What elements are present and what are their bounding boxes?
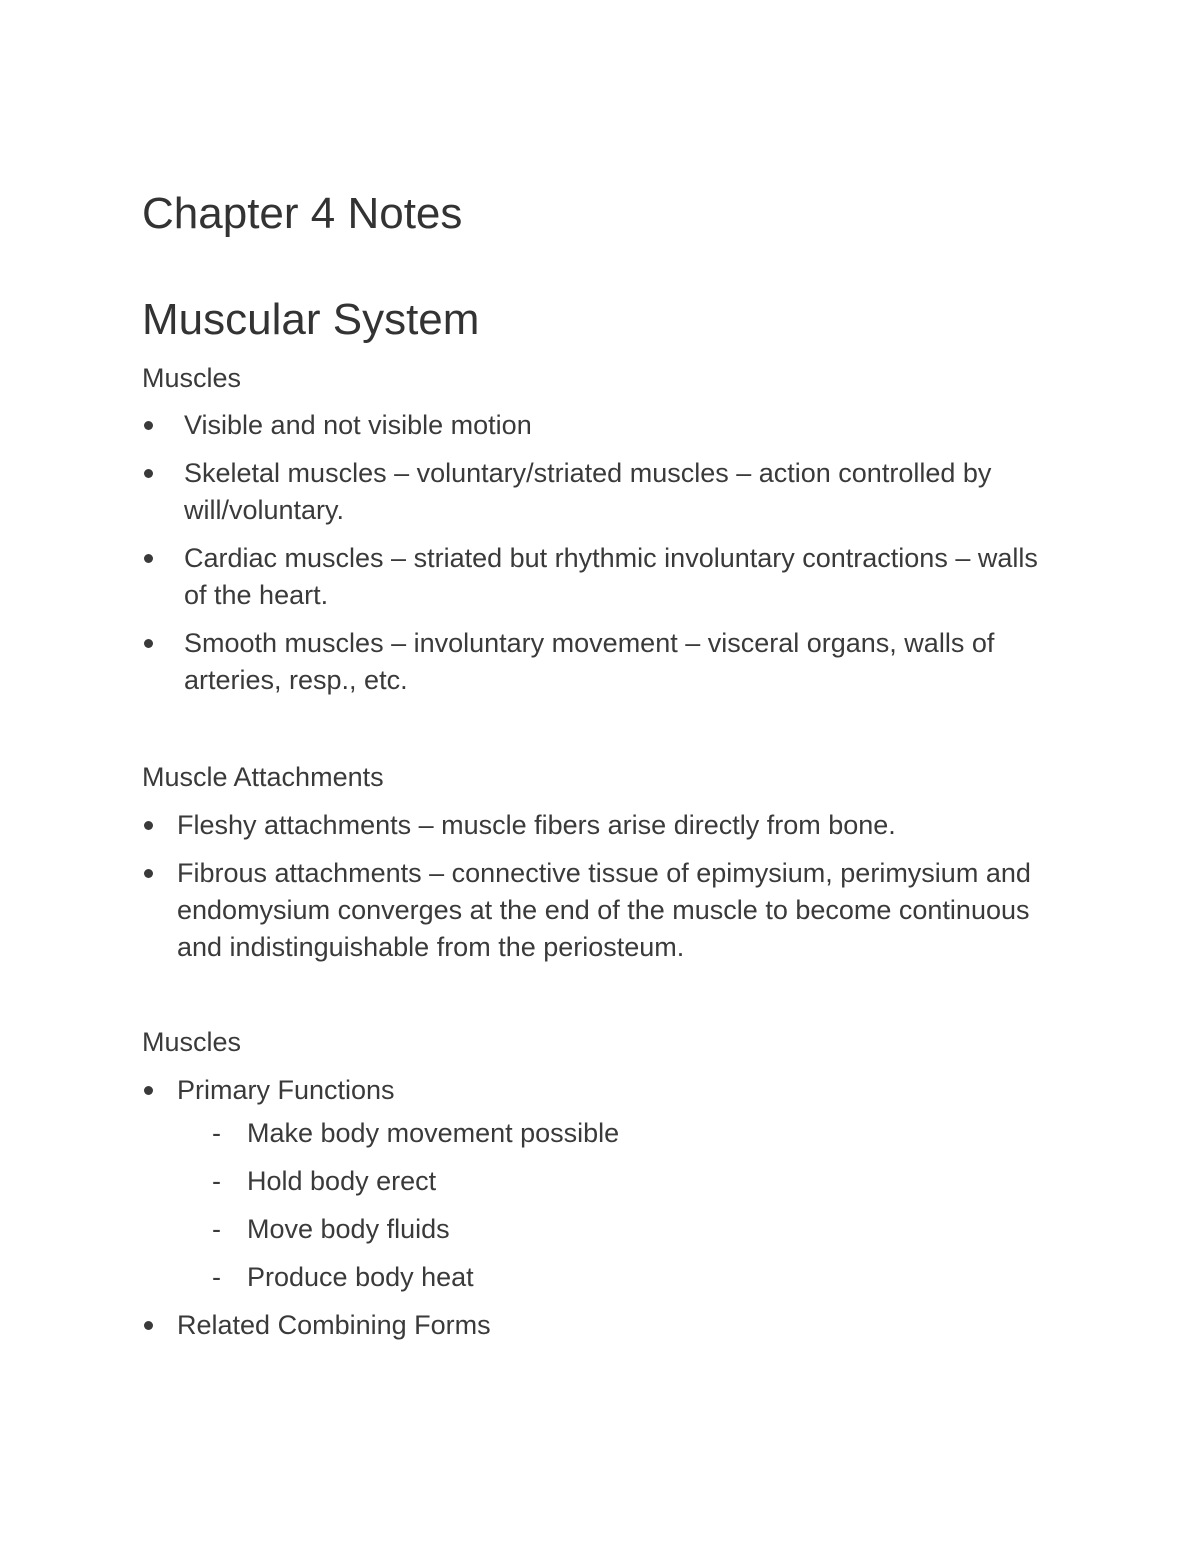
list-item xyxy=(142,625,1062,699)
sublist-item-text: Make body movement possible xyxy=(247,1118,620,1148)
bullet-icon xyxy=(144,869,153,878)
list-item-text: Visible and not visible motion xyxy=(184,410,532,440)
list-item-text: Primary Functions xyxy=(177,1075,395,1105)
list-item xyxy=(142,540,1062,614)
list-item xyxy=(142,455,1062,529)
bullet-icon xyxy=(144,1086,153,1095)
bullet-icon xyxy=(144,1321,153,1330)
list-item-text: Related Combining Forms xyxy=(177,1310,491,1340)
functions-list xyxy=(142,1072,1062,1355)
section-heading: Muscular System xyxy=(142,295,480,344)
sublist-item xyxy=(177,1259,1062,1296)
list-item-text: Skeletal muscles – voluntary/striated muscles – action controlled by will/voluntary. xyxy=(184,458,992,525)
sublist-item-text: Hold body erect xyxy=(247,1166,437,1196)
bullet-icon xyxy=(144,469,153,478)
page-title: Chapter 4 Notes xyxy=(142,189,463,238)
list-item-text: Fleshy attachments – muscle fibers arise directly from bone. xyxy=(177,810,896,840)
section-label-muscles: Muscles xyxy=(142,363,242,393)
dash-icon: - xyxy=(212,1262,221,1292)
list-item xyxy=(142,1072,1062,1296)
dash-icon: - xyxy=(212,1166,221,1196)
section-label-muscles-2: Muscles xyxy=(142,1027,242,1057)
list-item-text: Fibrous attachments – connective tissue of epimysium, perimysium and endomysium converges at the end of the muscle to become continuous and indistinguishable from the periosteum. xyxy=(177,858,1031,962)
list-item-text: Cardiac muscles – striated but rhythmic involuntary contractions – walls of the heart. xyxy=(184,543,1038,610)
list-item xyxy=(142,807,1062,844)
bullet-icon xyxy=(144,639,153,648)
sublist-item xyxy=(177,1211,1062,1248)
sublist-item-text: Produce body heat xyxy=(247,1262,474,1292)
muscles-list xyxy=(142,407,1062,710)
sublist xyxy=(177,1115,1062,1296)
bullet-icon xyxy=(144,821,153,830)
attachments-list xyxy=(142,807,1062,977)
sublist-item xyxy=(177,1115,1062,1152)
list-item xyxy=(142,855,1062,966)
bullet-icon xyxy=(144,421,153,430)
bullet-icon xyxy=(144,554,153,563)
dash-icon: - xyxy=(212,1118,221,1148)
sublist-item-text: Move body fluids xyxy=(247,1214,450,1244)
dash-icon: - xyxy=(212,1214,221,1244)
sublist-item xyxy=(177,1163,1062,1200)
list-item xyxy=(142,1307,1062,1344)
list-item-text: Smooth muscles – involuntary movement – visceral organs, walls of arteries, resp., etc. xyxy=(184,628,995,695)
section-label-muscle-attachments: Muscle Attachments xyxy=(142,762,384,792)
list-item xyxy=(142,407,1062,444)
